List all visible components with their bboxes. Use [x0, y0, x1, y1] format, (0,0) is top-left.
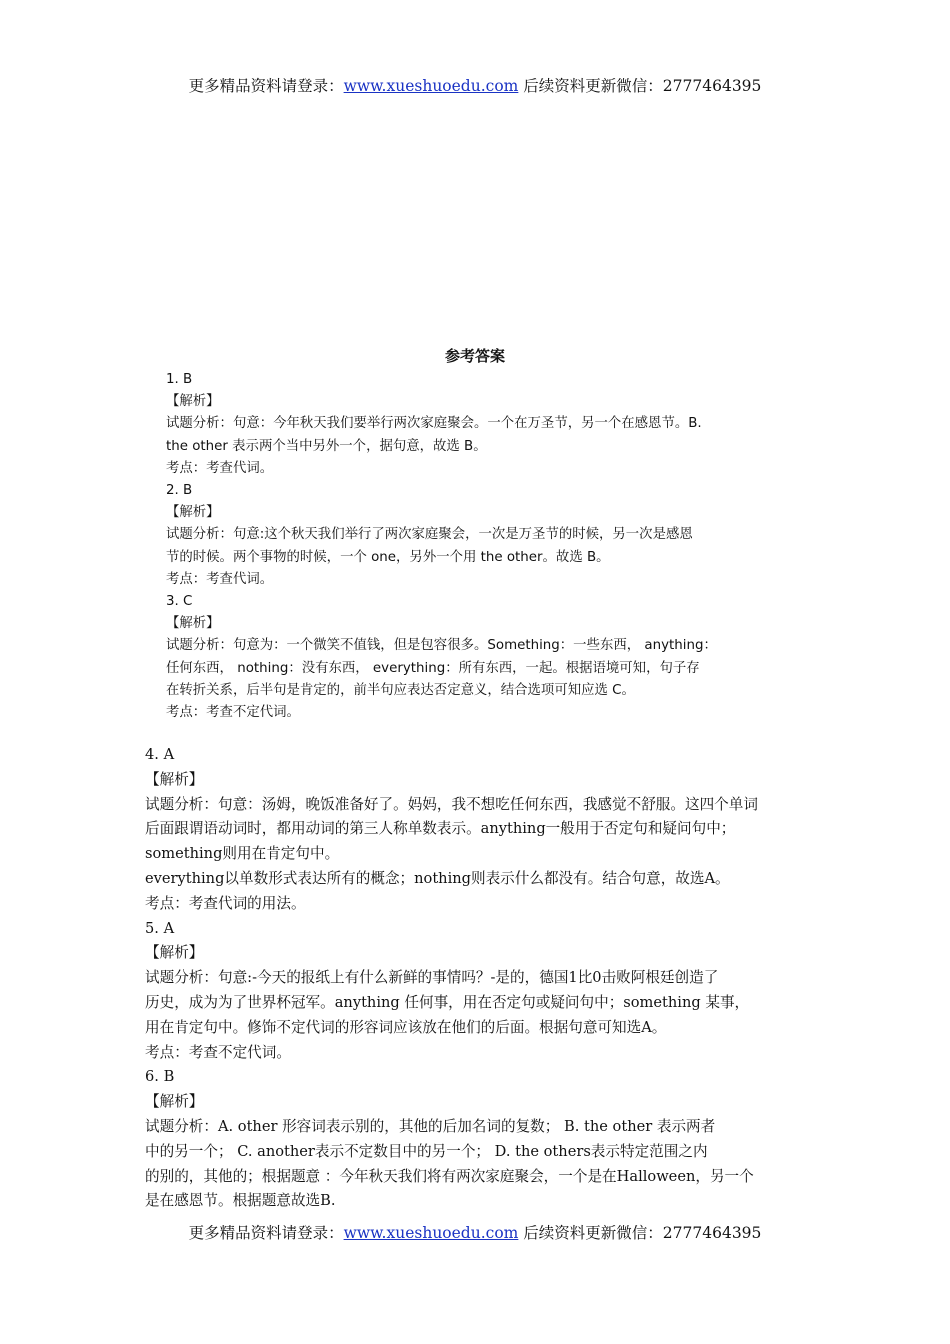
analysis-text: 的别的，其他的；根据题意 ：今年秋天我们将有两次家庭聚会，一个是在Halloween，另一个 [145, 1167, 754, 1185]
page-footer [0, 1221, 950, 1243]
answer-number: 6. B [145, 1068, 175, 1086]
key-point: 考点：考查代词。 [166, 460, 274, 476]
footer-prefix: 更多精品资料请登录： [188, 1224, 344, 1242]
analysis-text: 在转折关系，后半句是肯定的，前半句应表达否定意义，结合选项可知应选 C。 [166, 682, 635, 698]
analysis-text: 节的时候。两个事物的时候，一个 one，另外一个用 the other。故选 B。 [166, 549, 610, 565]
header-suffix: 后续资料更新微信：2777464395 [518, 77, 762, 95]
page-header [0, 74, 950, 96]
key-point: 考点：考查代词的用法。 [145, 894, 306, 912]
analysis-label: 【解析】 [145, 1093, 204, 1111]
header-prefix: 更多精品资料请登录： [188, 77, 344, 95]
answer-number: 1. B [166, 372, 193, 387]
answer-section-2 [145, 743, 815, 1214]
analysis-text: 任何东西， nothing：没有东西， everything：所有东西，一起。根据语境可知，句子存 [166, 660, 700, 676]
footer-suffix: 后续资料更新微信：2777464395 [518, 1224, 762, 1242]
analysis-text: 试题分析：句意:-今天的报纸上有什么新鲜的事情吗？-是的，德国1比0击败阿根廷创造了 [145, 969, 719, 987]
analysis-text: 试题分析：句意：汤姆，晚饭准备好了。妈妈，我不想吃任何东西，我感觉不舒服。这四个单词 [145, 795, 758, 813]
analysis-label: 【解析】 [166, 394, 220, 410]
analysis-label: 【解析】 [145, 944, 204, 962]
answer-section-1 [166, 369, 786, 724]
analysis-text: 后面跟谓语动词时，都用动词的第三人称单数表示。anything一般用于否定句和疑问句中； [145, 820, 736, 838]
answer-number: 5. A [145, 919, 175, 937]
key-point: 考点：考查不定代词。 [145, 1043, 291, 1061]
analysis-text: 中的另一个； C. another表示不定数目中的另一个； D. the others表示特定范围之内 [145, 1142, 708, 1160]
analysis-text: 历史，成为为了世界杯冠军。anything 任何事，用在否定句或疑问句中；something 某事， [145, 993, 750, 1011]
footer-link[interactable]: www.xueshuoedu.com [343, 1224, 519, 1242]
analysis-text: 试题分析：句意：今年秋天我们要举行两次家庭聚会。一个在万圣节，另一个在感恩节。B. [166, 416, 702, 432]
analysis-text: 试题分析：A. other 形容词表示别的，其他的后加名词的复数； B. the other 表示两者 [145, 1117, 716, 1135]
key-point: 考点：考查不定代词。 [166, 705, 300, 721]
analysis-text: 试题分析：句意为：一个微笑不值钱，但是包容很多。Something：一些东西， anything： [166, 638, 717, 654]
answer-number: 4. A [145, 746, 175, 763]
answer-number: 3. C [166, 594, 193, 610]
analysis-label: 【解析】 [145, 770, 204, 788]
key-point: 考点：考查代词。 [166, 571, 274, 587]
analysis-label: 【解析】 [166, 616, 220, 632]
header-link[interactable]: www.xueshuoedu.com [343, 77, 519, 95]
analysis-text: the other 表示两个当中另外一个，据句意，故选 B。 [166, 438, 487, 454]
analysis-text: 试题分析：句意:这个秋天我们举行了两次家庭聚会，一次是万圣节的时候，另一次是感恩 [166, 527, 693, 543]
page-title: 参考答案 [444, 347, 505, 365]
analysis-label: 【解析】 [166, 505, 220, 521]
analysis-text: everything以单数形式表达所有的概念；nothing则表示什么都没有。结合句意，故选A。 [145, 869, 730, 887]
answer-number: 2. B [166, 483, 193, 499]
analysis-text: something则用在肯定句中。 [145, 845, 340, 863]
analysis-text: 是在感恩节。根据题意故选B. [145, 1192, 336, 1210]
analysis-text: 用在肯定句中。修饰不定代词的形容词应该放在他们的后面。根据句意可知选A。 [145, 1018, 667, 1036]
